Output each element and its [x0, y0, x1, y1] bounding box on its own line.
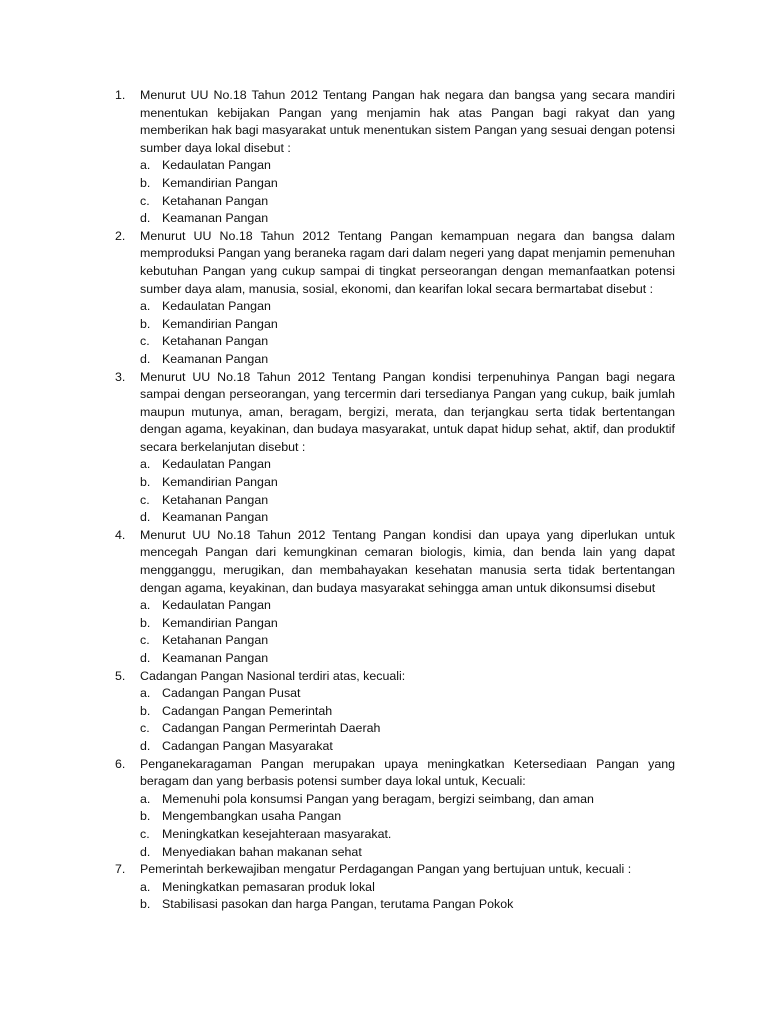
option-item — [140, 351, 675, 369]
option-list — [140, 685, 675, 755]
option-text: Cadangan Pangan Permerintah Daerah — [162, 721, 381, 736]
option-letter: b. — [140, 175, 151, 190]
option-item — [140, 879, 675, 897]
option-letter: a. — [140, 879, 151, 894]
option-item — [140, 474, 675, 492]
option-list — [140, 597, 675, 667]
option-item — [140, 193, 675, 211]
question-item — [115, 668, 675, 756]
option-letter: b. — [140, 897, 151, 912]
option-letter: c. — [140, 193, 150, 208]
option-text: Kemandirian Pangan — [162, 316, 278, 331]
question-number: 1. — [115, 88, 126, 102]
question-number: 3. — [115, 369, 126, 384]
option-text: Cadangan Pangan Pusat — [162, 686, 301, 701]
option-item — [140, 509, 675, 527]
option-item — [140, 316, 675, 334]
option-letter: a. — [140, 457, 151, 472]
option-text: Ketahanan Pangan — [162, 193, 269, 208]
option-letter: a. — [140, 686, 151, 701]
option-item — [140, 896, 675, 914]
question-item — [115, 861, 675, 914]
option-text: Kedaulatan Pangan — [162, 158, 271, 173]
option-list — [140, 879, 675, 914]
option-item — [140, 492, 675, 510]
option-text: Kedaulatan Pangan — [162, 598, 271, 613]
question-number: 4. — [115, 527, 126, 542]
option-text: Mengembangkan usaha Pangan — [162, 809, 342, 824]
option-letter: b. — [140, 615, 151, 630]
question-number: 2. — [115, 228, 126, 243]
option-text: Meningkatkan kesejahteraan masyarakat. — [162, 826, 392, 841]
option-text: Keamanan Pangan — [162, 651, 269, 665]
question-text: Menurut UU No.18 Tahun 2012 Tentang Pangan kemampuan negara dan bangsa dalam memproduksi Pangan yang beraneka ragam dari dalam negeri yang dapat menjamin pemenuhan kebutuhan Pangan yang cukup sampai di tingkat perseorangan dengan memanfaatkan potensi sumber daya alam, manusia, sosial, ekonomi, dan kearifan lokal secara bermartabat disebut : — [140, 228, 675, 296]
option-text: Cadangan Pangan Masyarakat — [162, 738, 333, 753]
option-letter: a. — [140, 598, 151, 613]
option-letter: c. — [140, 633, 150, 648]
option-item — [140, 597, 675, 615]
option-text: Kemandirian Pangan — [162, 475, 278, 490]
question-number: 7. — [115, 862, 126, 877]
option-text: Kedaulatan Pangan — [162, 299, 271, 314]
option-letter: b. — [140, 703, 151, 718]
option-letter: c. — [140, 826, 150, 841]
option-item — [140, 703, 675, 721]
option-text: Meningkatkan pemasaran produk lokal — [162, 879, 375, 894]
option-letter: a. — [140, 158, 151, 173]
option-item — [140, 456, 675, 474]
question-item — [115, 756, 675, 862]
option-letter: d. — [140, 510, 151, 525]
option-item — [140, 738, 675, 756]
option-letter: a. — [140, 299, 151, 314]
option-text: Kedaulatan Pangan — [162, 457, 271, 472]
option-item — [140, 210, 675, 228]
option-text: Ketahanan Pangan — [162, 633, 269, 648]
option-item — [140, 791, 675, 809]
option-item — [140, 632, 675, 650]
question-text: Penganekaragaman Pangan merupakan upaya meningkatkan Ketersediaan Pangan yang beragam dan yang berbasis potensi sumber daya lokal untuk, Kecuali: — [140, 756, 675, 789]
question-number: 6. — [115, 756, 126, 771]
question-item — [115, 369, 675, 527]
option-list — [140, 157, 675, 227]
option-list — [140, 298, 675, 368]
option-text: Kemandirian Pangan — [162, 175, 278, 190]
option-list — [140, 791, 675, 861]
option-text: Keamanan Pangan — [162, 510, 269, 525]
option-item — [140, 175, 675, 193]
option-letter: d. — [140, 651, 151, 665]
option-letter: c. — [140, 334, 150, 349]
option-text: Stabilisasi pasokan dan harga Pangan, terutama Pangan Pokok — [162, 897, 514, 912]
option-item — [140, 808, 675, 826]
option-text: Keamanan Pangan — [162, 211, 269, 226]
question-text: Pemerintah berkewajiban mengatur Perdagangan Pangan yang bertujuan untuk, kecuali : — [140, 862, 632, 877]
option-item — [140, 333, 675, 351]
question-text: Menurut UU No.18 Tahun 2012 Tentang Pangan kondisi terpenuhinya Pangan bagi negara sampai dengan perseorangan, yang tercermin dari tersedianya Pangan yang cukup, baik jumlah maupun mutunya, aman, beragam, bergizi, merata, dan terjangkau serta tidak bertentangan dengan agama, keyakinan, dan budaya masyarakat, untuk dapat hidup sehat, aktif, dan produktif secara berkelanjutan disebut : — [140, 369, 675, 454]
question-text: Menurut UU No.18 Tahun 2012 Tentang Pangan kondisi dan upaya yang diperlukan untuk mencegah Pangan dari kemungkinan cemaran biologis, kimia, dan benda lain yang dapat mengganggu, merugikan, dan membahayakan kesehatan manusia serta tidak bertentangan dengan agama, keyakinan, dan budaya masyarakat sehingga aman untuk dikonsumsi disebut — [140, 527, 675, 595]
question-number: 5. — [115, 668, 126, 683]
option-letter: d. — [140, 738, 151, 753]
option-letter: c. — [140, 492, 150, 507]
question-text: Cadangan Pangan Nasional terdiri atas, kecuali: — [140, 668, 406, 683]
option-letter: d. — [140, 351, 151, 366]
option-letter: c. — [140, 721, 150, 736]
option-letter: b. — [140, 809, 151, 824]
option-item — [140, 826, 675, 844]
option-letter: b. — [140, 475, 151, 490]
option-letter: d. — [140, 844, 151, 859]
question-list — [115, 87, 675, 914]
option-letter: d. — [140, 211, 151, 226]
question-item — [115, 228, 675, 369]
option-letter: b. — [140, 316, 151, 331]
option-text: Ketahanan Pangan — [162, 334, 269, 349]
option-text: Menyediakan bahan makanan sehat — [162, 844, 362, 859]
option-letter: a. — [140, 791, 151, 806]
option-text: Keamanan Pangan — [162, 351, 269, 366]
option-text: Ketahanan Pangan — [162, 492, 269, 507]
question-text: Menurut UU No.18 Tahun 2012 Tentang Pangan hak negara dan bangsa yang secara mandiri menentukan kebijakan Pangan yang menjamin hak atas Pangan bagi rakyat dan yang memberikan hak bagi masyarakat untuk menentukan sistem Pangan yang sesuai dengan potensi sumber daya lokal disebut : — [140, 88, 675, 155]
option-item — [140, 615, 675, 633]
option-list — [140, 456, 675, 526]
option-item — [140, 650, 675, 668]
option-text: Kemandirian Pangan — [162, 615, 278, 630]
option-item — [140, 157, 675, 175]
question-item — [115, 87, 675, 228]
option-text: Cadangan Pangan Pemerintah — [162, 703, 333, 718]
question-item — [115, 527, 675, 668]
option-item — [140, 844, 675, 862]
option-item — [140, 685, 675, 703]
option-text: Memenuhi pola konsumsi Pangan yang beragam, bergizi seimbang, dan aman — [162, 791, 594, 806]
option-item — [140, 298, 675, 316]
option-item — [140, 720, 675, 738]
